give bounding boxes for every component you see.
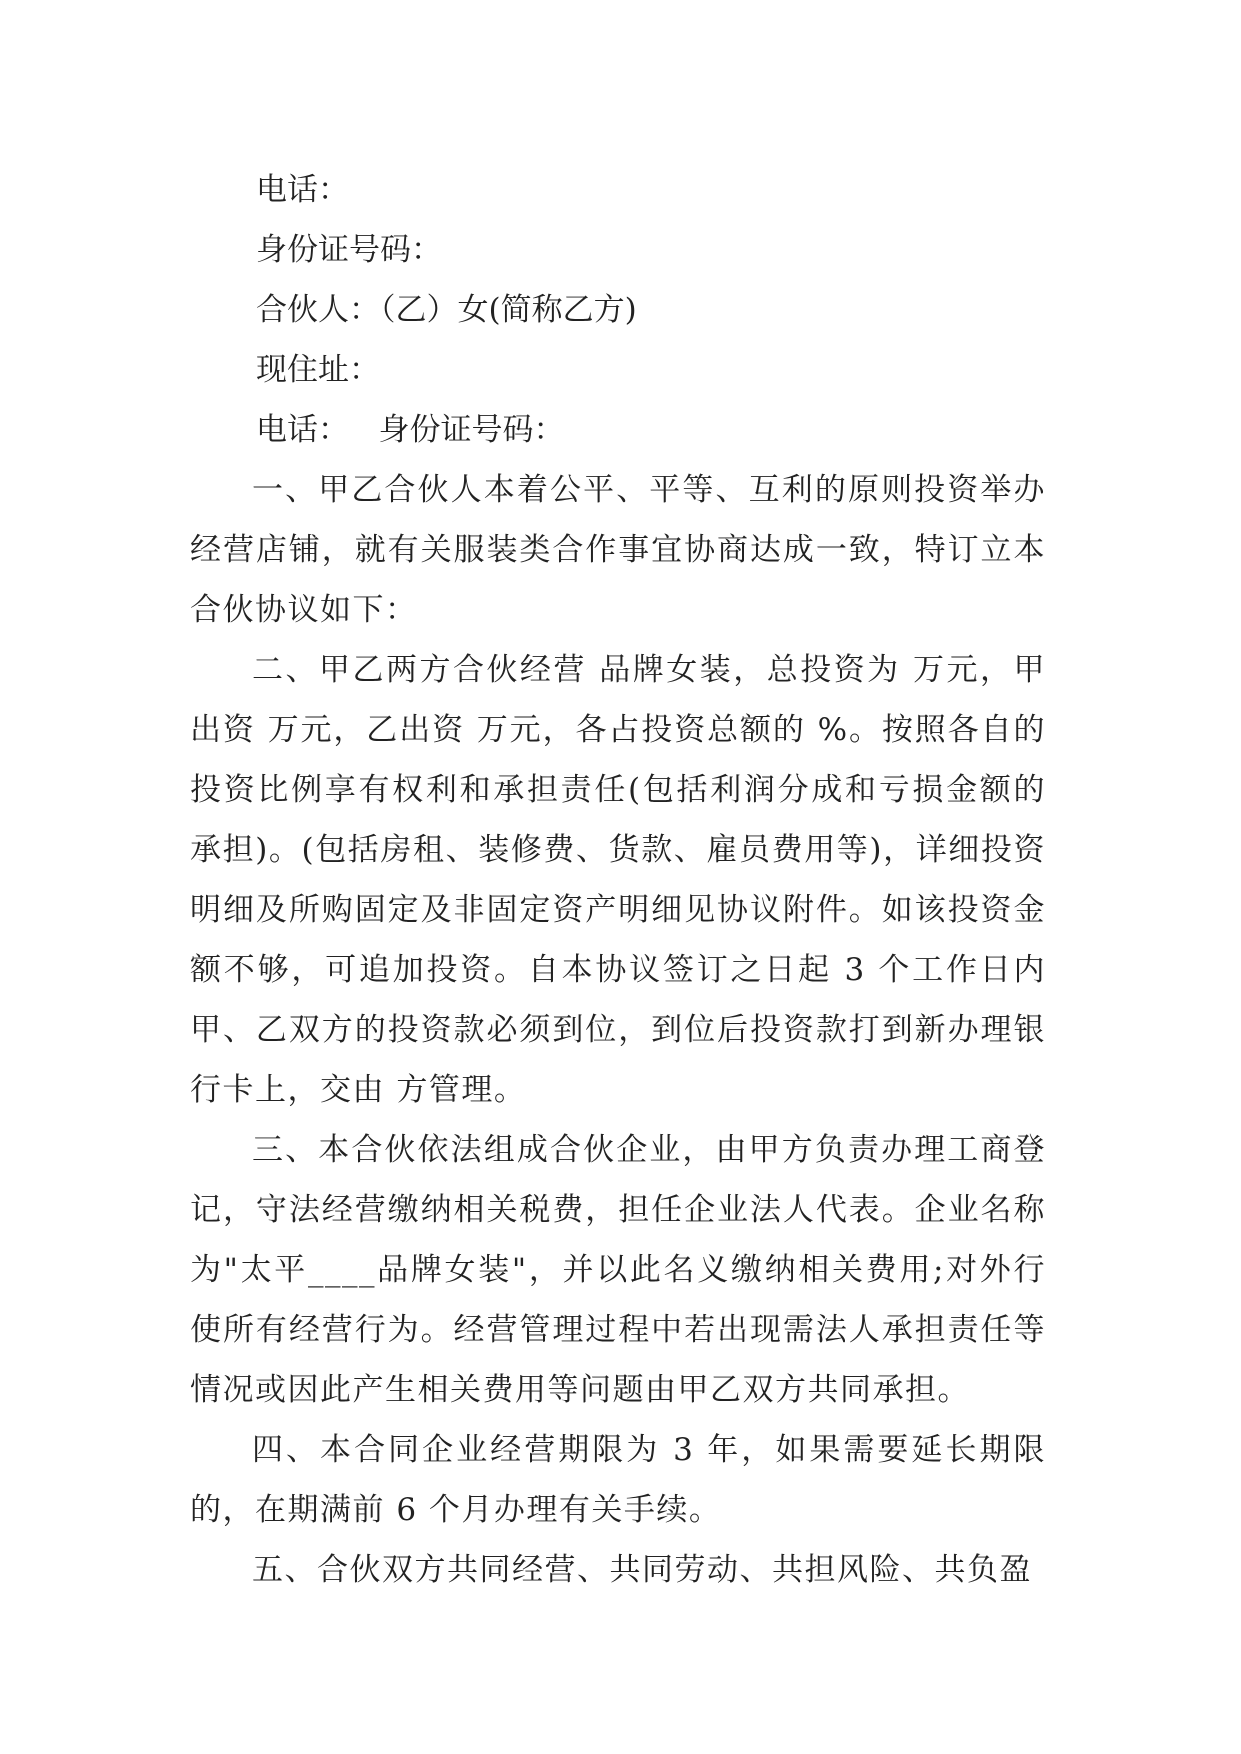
clause-5-paragraph: 五、合伙双方共同经营、共同劳动、共担风险、共负盈: [252, 1552, 1032, 1588]
id-number-line: 身份证号码：: [256, 232, 442, 268]
address-line: 现住址：: [256, 352, 380, 388]
clause-3-paragraph: 三、本合伙依法组成合伙企业，由甲方负责办理工商登记，守法经营缴纳相关税费，担任企业法人代表。企业名称为"太平____品牌女装"，并以此名义缴纳相关费用;对外行使所有经营行为。经营管理过程中若出现需法人承担责任等情况或因此产生相关费用等问题由甲乙双方共同承担。: [190, 1132, 1046, 1408]
clause-2-paragraph: 二、甲乙两方合伙经营 品牌女装，总投资为 万元，甲出资 万元，乙出资 万元，各占投资总额的 %。按照各自的投资比例享有权利和承担责任(包括利润分成和亏损金额的承担)。(包括房租、装修费、货款、雇员费用等)，详细投资明细及所购固定及非固定资产明细见协议附件。如该投资金额不够，可追加投资。自本协议签订之日起 3 个工作日内甲、乙双方的投资款必须到位，到位后投资款打到新办理银行卡上，交由 方管理。: [190, 652, 1046, 1108]
clause-4-paragraph: 四、本合同企业经营期限为 3 年，如果需要延长期限的，在期满前 6 个月办理有关手续。: [190, 1432, 1046, 1528]
phone-id-line: 电话： 身份证号码：: [256, 412, 565, 448]
partner-b-line: 合伙人：（乙）女(简称乙方): [256, 292, 637, 328]
clause-1-paragraph: 一、甲乙合伙人本着公平、平等、互利的原则投资举办经营店铺，就有关服装类合作事宜协商达成一致，特订立本合伙协议如下：: [190, 472, 1046, 628]
document-body: [190, 160, 1046, 1600]
phone-line: 电话：: [256, 172, 349, 208]
